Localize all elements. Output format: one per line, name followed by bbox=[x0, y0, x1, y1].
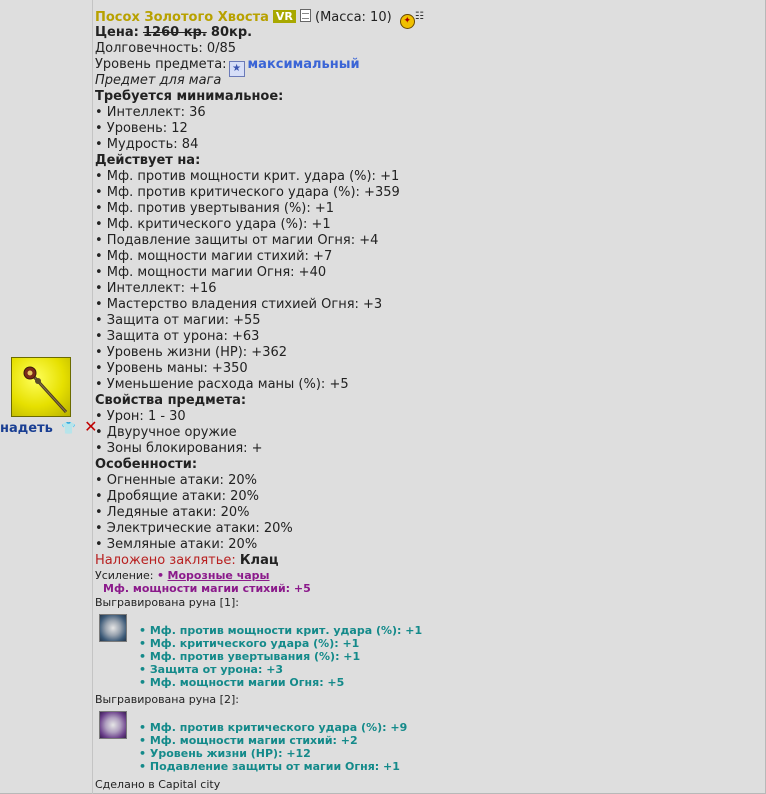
rune1-heading: Выгравирована руна [1]: bbox=[95, 596, 239, 609]
enchant-value: Клац bbox=[239, 553, 279, 568]
rune2-heading: Выгравирована руна [2]: bbox=[95, 693, 239, 706]
rune-icon[interactable] bbox=[99, 711, 127, 739]
rune-effect: • Уровень жизни (HP): +12 bbox=[139, 747, 311, 760]
effect-item: • Уровень жизни (HP): +362 bbox=[95, 345, 288, 360]
requirement-item: • Уровень: 12 bbox=[95, 121, 188, 136]
property-item: • Двуручное оружие bbox=[95, 425, 237, 440]
requirement-item: • Мудрость: 84 bbox=[95, 137, 199, 152]
effect-item: • Мф. против мощности крит. удара (%): +1 bbox=[95, 169, 400, 184]
rune-effect: • Мф. критического удара (%): +1 bbox=[139, 637, 360, 650]
effect-item: • Мф. против критического удара (%): +359 bbox=[95, 185, 400, 200]
enchant-label: Наложено заклятье: bbox=[95, 553, 236, 568]
rune1-block bbox=[95, 612, 760, 689]
enchant-row bbox=[95, 553, 760, 569]
shirt-icon[interactable]: 👕 bbox=[60, 421, 76, 435]
enhance-bullet: • bbox=[157, 569, 165, 582]
effect-item: • Защита от урона: +63 bbox=[95, 329, 260, 344]
rune-effect: • Мф. против критического удара (%): +9 bbox=[139, 721, 408, 734]
rune-effect: • Мф. против мощности крит. удара (%): +1 bbox=[139, 624, 423, 637]
rune-effect: • Мф. мощности магии стихий: +2 bbox=[139, 734, 358, 747]
equip-controls bbox=[0, 417, 98, 436]
item-image-column bbox=[0, 0, 98, 794]
properties-heading: Свойства предмета: bbox=[95, 393, 247, 408]
rune-effect: • Мф. мощности магии Огня: +5 bbox=[139, 676, 345, 689]
feature-item: • Земляные атаки: 20% bbox=[95, 537, 258, 552]
level-value: максимальный bbox=[247, 57, 360, 72]
level-row bbox=[95, 57, 760, 73]
effect-item: • Мф. против увертывания (%): +1 bbox=[95, 201, 335, 216]
price-old: 1260 кр. bbox=[142, 25, 207, 40]
level-label: Уровень предмета: bbox=[95, 57, 227, 72]
rune-effect: • Мф. против увертывания (%): +1 bbox=[139, 650, 361, 663]
price-label: Цена: bbox=[95, 25, 139, 40]
property-item: • Урон: 1 - 30 bbox=[95, 409, 186, 424]
enhance-label: Усиление: bbox=[95, 569, 154, 582]
enhance-link[interactable]: Морозные чары bbox=[167, 569, 270, 582]
rune-icon[interactable] bbox=[99, 614, 127, 642]
equip-link[interactable]: надеть bbox=[0, 421, 53, 436]
effect-item: • Интеллект: +16 bbox=[95, 281, 217, 296]
item-header bbox=[95, 9, 760, 25]
effect-item: • Уменьшение расхода маны (%): +5 bbox=[95, 377, 349, 392]
doc-icon[interactable] bbox=[300, 9, 311, 22]
feature-item: • Электрические атаки: 20% bbox=[95, 521, 293, 536]
level-star-icon: ★ bbox=[229, 61, 245, 77]
small-flag-icon: ☷ bbox=[414, 11, 424, 22]
staff-icon bbox=[12, 358, 70, 416]
item-mass: (Масса: 10) bbox=[315, 10, 392, 25]
feature-item: • Огненные атаки: 20% bbox=[95, 473, 257, 488]
item-details bbox=[95, 9, 760, 791]
durability: Долговечность: 0/85 bbox=[95, 41, 237, 56]
rune2-block bbox=[95, 709, 760, 773]
clan-badge-icon: ✦ bbox=[400, 14, 415, 29]
feature-item: • Ледяные атаки: 20% bbox=[95, 505, 250, 520]
item-name[interactable]: Посох Золотого Хвоста bbox=[95, 10, 269, 25]
effect-item: • Уровень маны: +350 bbox=[95, 361, 248, 376]
effect-item: • Защита от магии: +55 bbox=[95, 313, 261, 328]
effect-item: • Мастерство владения стихией Огня: +3 bbox=[95, 297, 383, 312]
item-image bbox=[11, 357, 71, 417]
effect-item: • Подавление защиты от магии Огня: +4 bbox=[95, 233, 379, 248]
rune2-effects bbox=[95, 709, 760, 773]
rune-effect: • Защита от урона: +3 bbox=[139, 663, 284, 676]
property-item: • Зоны блокирования: + bbox=[95, 441, 263, 456]
delete-icon[interactable]: ✕ bbox=[84, 417, 98, 436]
effect-item: • Мф. мощности магии стихий: +7 bbox=[95, 249, 333, 264]
rune1-effects bbox=[95, 612, 760, 689]
effect-item: • Мф. критического удара (%): +1 bbox=[95, 217, 331, 232]
rune-effect: • Подавление защиты от магии Огня: +1 bbox=[139, 760, 400, 773]
effect-item: • Мф. мощности магии Огня: +40 bbox=[95, 265, 327, 280]
made-in: Сделано в Capital city bbox=[95, 778, 221, 791]
enhance-detail: Мф. мощности магии стихий: +5 bbox=[103, 582, 311, 595]
vr-badge: VR bbox=[273, 10, 296, 23]
price-new: 80кр. bbox=[210, 25, 253, 40]
requirements-heading: Требуется минимальное: bbox=[95, 89, 284, 104]
effects-heading: Действует на: bbox=[95, 153, 201, 168]
class-note: Предмет для мага bbox=[95, 73, 222, 88]
requirement-item: • Интеллект: 36 bbox=[95, 105, 206, 120]
enhance-row bbox=[95, 569, 760, 582]
price-row bbox=[95, 25, 760, 41]
features-heading: Особенности: bbox=[95, 457, 198, 472]
feature-item: • Дробящие атаки: 20% bbox=[95, 489, 260, 504]
